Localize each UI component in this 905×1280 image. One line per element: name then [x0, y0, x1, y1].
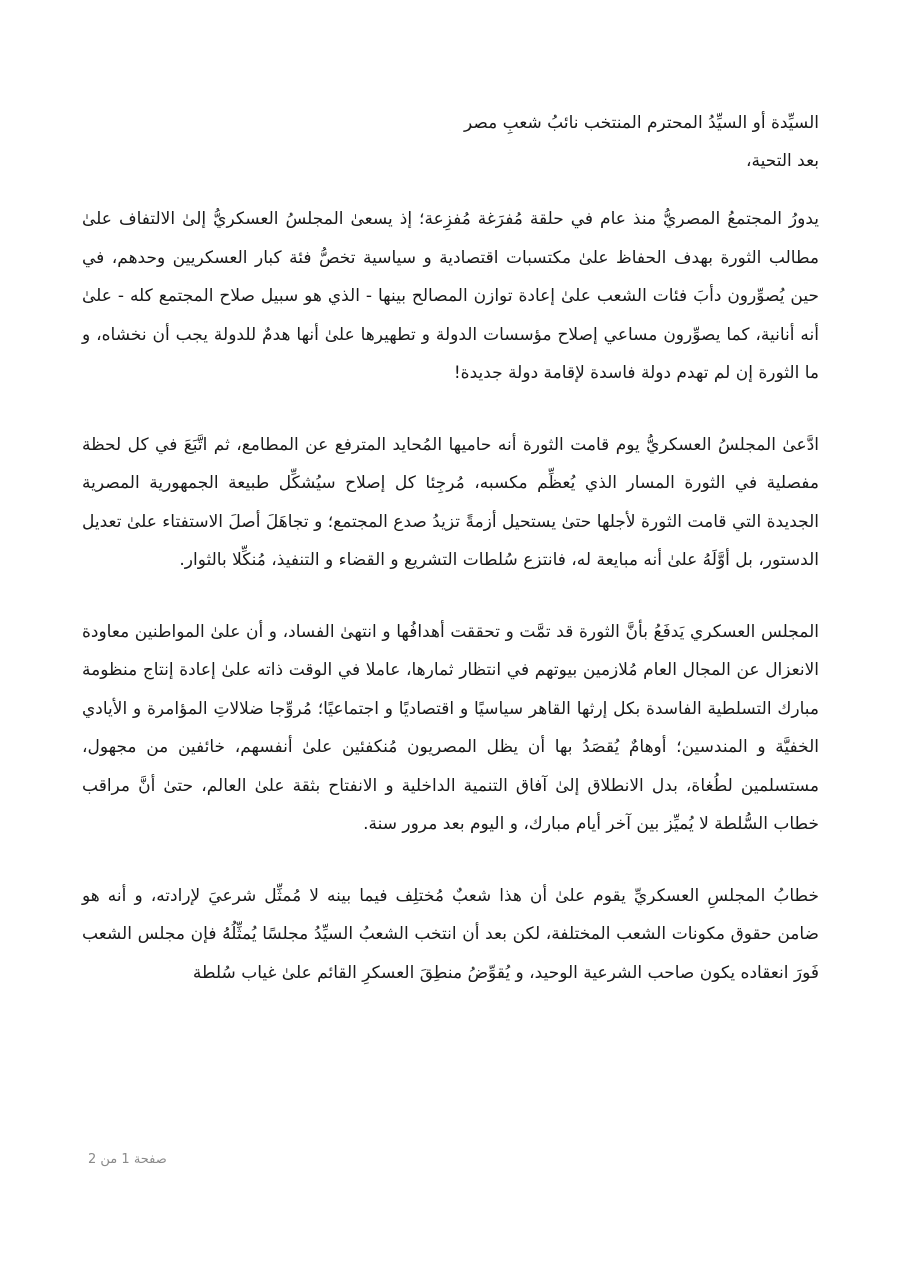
- paragraph-1: يدورُ المجتمعُ المصريُّ منذ عام في حلقة مُفرَغة مُفزِعة؛ إذ يسعىٰ المجلسُ العسكريُّ إلىٰ الالتفاف علىٰ مطالب الثورة بهدف الحفاظ علىٰ مكتسبات اقتصادية و سياسية تخصُّ فئة كبار العسكريين وحدهم، في حين يُصوِّرون دأبَ فئات الشعب علىٰ إعادة توازن المصالح بينها - الذي هو سبيل صلاح المجتمع كله - علىٰ أنه أنانية، كما يصوِّرون مساعي إصلاح مؤسسات الدولة و تطهيرها علىٰ أنها هدمٌ للدولة يجب أن نخشاه، و ما الثورة إن لم تهدم دولة فاسدة لإقامة دولة جديدة!: [82, 209, 819, 383]
- letter-body: [82, 104, 819, 992]
- paragraph-3: المجلس العسكري يَدفَعُ بأنَّ الثورة قد تمَّت و تحققت أهدافُها و انتهىٰ الفساد، و أن علىٰ المواطنين معاودة الانعزال عن المجال العام مُلازمين بيوتهم في انتظار ثمارها، عاملا في الوقت ذاته علىٰ إعادة إنتاج منظومة مبارك التسلطية الفاسدة بكل إرثها القاهر سياسيًا و اقتصاديًا و اجتماعيًا؛ مُروِّجا ضلالاتِ المؤامرة و الأيادي الخفيَّة و المندسين؛ أوهامٌ يُقصَدُ بها أن يظل المصريون مُنكفئين علىٰ أنفسهم، خائفين من مجهول، مستسلمين لطُغاة، بدل الانطلاق إلىٰ آفاق التنمية الداخلية و الانفتاح بثقة علىٰ العالم، حتىٰ أنَّ مراقب خطاب السُّلطة لا يُميِّز بين آخر أيام مبارك، و اليوم بعد مرور سنة.: [82, 621, 819, 834]
- paragraph-4: خطابُ المجلسِ العسكريِّ يقوم علىٰ أن هذا شعبٌ مُختلِف فيما بينه لا مُمثِّل شرعيَ لإرادته، و أنه هو ضامن حقوق مكونات الشعب المختلفة، لكن بعد أن انتخب الشعبُ السيِّدُ مجلسًا يُمثِّلُهُ فإن مجلس الشعب فَورَ انعقاده يكون صاحب الشرعية الوحيد، و يُقوِّضُ منطِقَ العسكرِ القائم علىٰ غياب سُلطة: [82, 885, 819, 983]
- paragraph-2: ادَّعىٰ المجلسُ العسكريُّ يوم قامت الثورة أنه حاميها المُحايد المترفع عن المطامع، ثم اتَّبَعَ في كل لحظة مفصلية في الثورة المسار الذي يُعظِّم مكسبه، مُرجِئا كل إصلاح سيُشكِّل طبيعة الجمهورية المصرية الجديدة التي قامت الثورة لأجلها حتىٰ يستحيل أزمةً تزيدُ صدع المجتمع؛ و تجاهَلَ أصلَ الاستفتاء علىٰ تعديل الدستور، بل أوَّلَهُ علىٰ أنه مبايعة له، فانتزع سُلطات التشريع و القضاء و التنفيذ، مُنكِّلا بالثوار.: [82, 434, 819, 570]
- greeting-line: بعد التحية،: [746, 151, 819, 171]
- page-number-footer: صفحة 1 من 2: [88, 1152, 167, 1167]
- salutation-line: السيِّدة أو السيِّدُ المحترم المنتخب نائبُ شعبِ مصر: [463, 113, 819, 133]
